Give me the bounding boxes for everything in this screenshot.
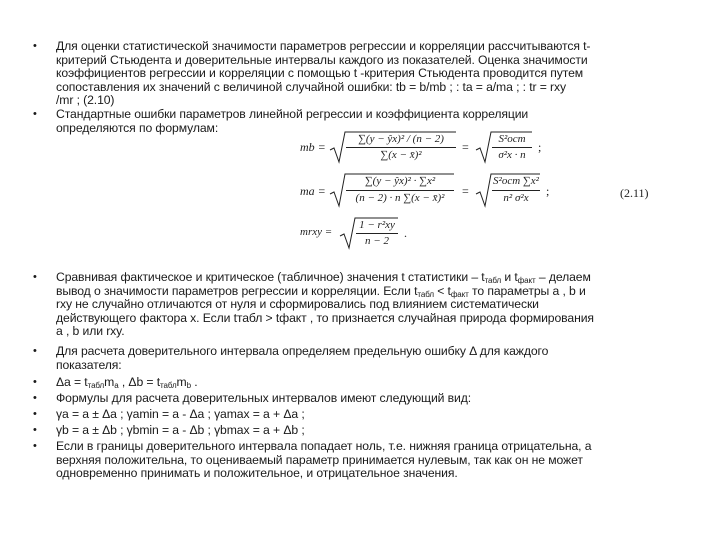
intervals-intro-line bbox=[56, 392, 696, 406]
equals-sign: = bbox=[462, 184, 469, 198]
text-line: действующего фактора x. Если tтабл > tфакт , то признается случайная природа формирования bbox=[56, 310, 594, 325]
intro-paragraph bbox=[56, 40, 696, 108]
fraction-denominator: n − 2 bbox=[365, 235, 389, 247]
text-span: . bbox=[190, 375, 198, 389]
subscript: b bbox=[186, 381, 191, 390]
separator: ; bbox=[546, 184, 550, 198]
fraction-bar bbox=[346, 147, 456, 148]
fraction-denominator: (n − 2) · n ∑(x − x̄)² bbox=[355, 192, 445, 204]
fraction-numerator: ∑(y − ŷx)² · ∑x² bbox=[364, 175, 436, 187]
bullet-marker: • bbox=[33, 40, 37, 52]
text-span: m bbox=[176, 375, 187, 389]
fraction-denominator: n² σ²x bbox=[503, 192, 529, 204]
equation-number: (2.11) bbox=[620, 186, 649, 200]
text-line: rxy не случайно отличаются от нуля и сформировались под влиянием систематически bbox=[56, 297, 539, 312]
text-span: < t bbox=[433, 283, 451, 298]
subscript: табл bbox=[417, 289, 434, 299]
formula-lhs: ma = bbox=[300, 184, 326, 198]
bullet-marker: • bbox=[33, 424, 37, 436]
bullet-marker: • bbox=[33, 345, 37, 357]
fraction-bar bbox=[346, 190, 454, 191]
text-line: одновременно принимать и положительное, и отрицательное значения. bbox=[56, 466, 458, 481]
text-line: γa = a ± Δa ; γamin = a - Δa ; γamax = a + Δa ; bbox=[56, 407, 305, 421]
interval-paragraph bbox=[56, 345, 696, 372]
fraction-bar bbox=[492, 190, 540, 191]
equals-sign: = bbox=[462, 140, 469, 154]
fraction-denominator: ∑(x − x̄)² bbox=[380, 149, 422, 161]
fraction-numerator: S²ост ∑x² bbox=[493, 175, 539, 187]
bullet-marker: • bbox=[33, 376, 37, 388]
formula-lhs: mb = bbox=[300, 140, 326, 154]
text-line bbox=[56, 285, 696, 299]
fraction-numerator: S²ост bbox=[498, 133, 526, 145]
compare-paragraph bbox=[56, 271, 696, 339]
gamma-b-line bbox=[56, 424, 696, 438]
formula-mr bbox=[300, 216, 500, 250]
subscript: табл bbox=[484, 276, 502, 285]
bullet-marker: • bbox=[33, 408, 37, 420]
fraction-bar bbox=[492, 147, 532, 148]
formula-lhs: mrxy = bbox=[300, 226, 333, 238]
bullet-marker: • bbox=[33, 392, 37, 404]
fraction-numerator: 1 − r²xy bbox=[359, 219, 395, 231]
text-line: коэффициентов регрессии и корреляции с помощью t -критерия Стьюдента проводится путем bbox=[56, 66, 584, 81]
bullet-marker: • bbox=[33, 271, 37, 283]
text-line: Если в границы доверительного интервала попадает ноль, т.е. нижняя граница отрицательна, а bbox=[56, 439, 592, 453]
delta-formula-line bbox=[56, 376, 696, 390]
text-line: /mr ; (2.10) bbox=[56, 93, 115, 108]
fraction-numerator: ∑(y − ŷx)² / (n − 2) bbox=[358, 133, 444, 145]
text-line: Для расчета доверительного интервала определяем предельную ошибку Δ для каждого bbox=[56, 344, 549, 358]
text-line: определяются по формулам: bbox=[56, 120, 219, 135]
subscript: табл bbox=[160, 381, 177, 390]
subscript: a bbox=[114, 381, 119, 390]
subscript: факт bbox=[450, 289, 469, 299]
separator: . bbox=[404, 226, 407, 240]
text-line: сопоставления их значений с величиной случайной ошибки: tb = b/mb ; : ta = a/ma ; : tr = rxy bbox=[56, 79, 566, 94]
text-span: Δa = t bbox=[56, 375, 88, 389]
text-span: – делаем bbox=[535, 270, 591, 284]
text-span: m bbox=[104, 375, 115, 389]
text-line: Для оценки статистической значимости параметров регрессии и корреляции рассчитываются t- bbox=[56, 39, 591, 53]
text-line bbox=[56, 271, 696, 285]
text-span: то параметры a , b и bbox=[468, 283, 586, 298]
zero-paragraph bbox=[56, 440, 696, 481]
text-line bbox=[56, 376, 696, 390]
text-line: верхняя положительна, то оцениваемый параметр принимается нулевым, так как он не может bbox=[56, 452, 583, 467]
bullet-marker: • bbox=[33, 108, 37, 120]
text-span: вывод о значимости параметров регрессии и корреляции. Если t bbox=[56, 283, 418, 298]
text-line: a , b или rxy. bbox=[56, 324, 125, 339]
formula-ma bbox=[300, 172, 600, 208]
gamma-a-line bbox=[56, 408, 696, 422]
separator: ; bbox=[538, 140, 542, 154]
text-span: и t bbox=[501, 270, 518, 284]
text-line: γb = a ± Δb ; γbmin = a - Δb ; γbmax = a + Δb ; bbox=[56, 423, 305, 437]
text-span: , Δb = t bbox=[118, 375, 160, 389]
text-line: Стандартные ошибки параметров линейной регрессии и коэффициента корреляции bbox=[56, 107, 529, 121]
fraction-bar bbox=[356, 233, 398, 234]
fraction-denominator: σ²x · n bbox=[498, 149, 526, 161]
subscript: табл bbox=[87, 381, 105, 390]
subscript: факт bbox=[517, 276, 536, 285]
text-line: критерий Стьюдента и доверительные интервалы каждого из показателей. Оценка значимости bbox=[56, 52, 588, 67]
text-line: Формулы для расчета доверительных интервалов имеют следующий вид: bbox=[56, 391, 472, 405]
formula-block-2-11 bbox=[300, 126, 649, 252]
text-line: показателя: bbox=[56, 357, 122, 372]
text-span: Сравнивая фактическое и критическое (табличное) значения t статистики – t bbox=[56, 270, 485, 284]
formula-mb bbox=[300, 130, 600, 164]
bullet-marker: • bbox=[33, 440, 37, 452]
